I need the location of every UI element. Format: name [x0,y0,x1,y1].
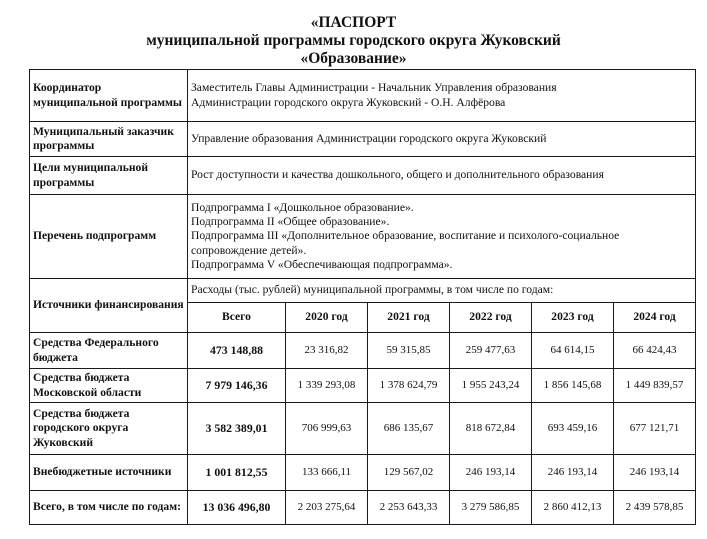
source-year-value: 1 955 243,24 [450,369,532,403]
source-year-value: 686 135,67 [368,403,450,455]
coordinator-value-line-2: Администрации городского округа Жуковский - О.Н. Алфёрова [191,95,506,109]
column-header-2024: 2024 год [614,303,696,333]
source-total: 1 001 812,55 [188,455,286,491]
source-name: Средства Федерального бюджета [30,333,188,369]
customer-label: Муниципальный заказчик программы [30,122,188,157]
source-year-value: 66 424,43 [614,333,696,369]
row-city-budget [30,403,696,455]
source-year-value: 1 856 145,68 [532,369,614,403]
passport-title [0,0,707,68]
coordinator-label: Координатор муниципальной программы [30,70,188,122]
coordinator-value [188,70,696,122]
title-line-1: «ПАСПОРТ [310,14,397,31]
subprogram-item: Подпрограмма II «Общее образование». [191,215,390,229]
source-year-value: 64 614,15 [532,333,614,369]
source-total: 7 979 146,36 [188,369,286,403]
source-year-value: 259 477,63 [450,333,532,369]
passport-table [29,69,696,525]
source-year-value: 693 459,16 [532,403,614,455]
financing-label: Источники финансирования [30,279,188,333]
column-header-total: Всего [188,303,286,333]
source-year-value: 2 203 275,64 [286,491,368,525]
source-year-value: 133 666,11 [286,455,368,491]
title-line-3: «Образование» [300,50,407,67]
source-year-value: 23 316,82 [286,333,368,369]
column-header-2020: 2020 год [286,303,368,333]
row-subprograms [30,195,696,279]
goals-value: Рост доступности и качества дошкольного, общего и дополнительного образования [188,157,696,195]
source-year-value: 1 339 293,08 [286,369,368,403]
subprogram-item: Подпрограмма I «Дошкольное образование». [191,200,414,214]
goals-label: Цели муниципальной программы [30,157,188,195]
customer-value: Управление образования Администрации городского округа Жуковский [188,122,696,157]
source-year-value: 2 253 643,33 [368,491,450,525]
column-header-2023: 2023 год [532,303,614,333]
source-name: Средства бюджета городского округа Жуковский [30,403,188,455]
source-year-value: 706 999,63 [286,403,368,455]
column-header-2021: 2021 год [368,303,450,333]
subprograms-label: Перечень подпрограмм [30,195,188,279]
source-year-value: 246 193,14 [532,455,614,491]
source-year-value: 818 672,84 [450,403,532,455]
source-year-value: 2 860 412,13 [532,491,614,525]
source-year-value: 1 449 839,57 [614,369,696,403]
row-federal-budget [30,333,696,369]
source-name: Внебюджетные источники [30,455,188,491]
source-year-value: 3 279 586,85 [450,491,532,525]
source-total: 13 036 496,80 [188,491,286,525]
row-grand-total [30,491,696,525]
title-line-2: муниципальной программы городского округа Жуковский [146,32,561,49]
row-coordinator [30,70,696,122]
source-year-value: 246 193,14 [614,455,696,491]
row-financing-intro [30,279,696,303]
source-year-value: 246 193,14 [450,455,532,491]
source-year-value: 677 121,71 [614,403,696,455]
source-name: Средства бюджета Московской области [30,369,188,403]
source-total: 3 582 389,01 [188,403,286,455]
row-extra-budgetary [30,455,696,491]
source-year-value: 129 567,02 [368,455,450,491]
source-year-value: 2 439 578,85 [614,491,696,525]
source-name: Всего, в том числе по годам: [30,491,188,525]
row-goals [30,157,696,195]
source-total: 473 148,88 [188,333,286,369]
source-year-value: 59 315,85 [368,333,450,369]
row-moscow-region-budget [30,369,696,403]
column-header-2022: 2022 год [450,303,532,333]
subprograms-list [188,195,696,279]
row-customer [30,122,696,157]
subprogram-item: Подпрограмма V «Обеспечивающая подпрограмма». [191,257,453,271]
subprogram-item: Подпрограмма III «Дополнительное образование, воспитание и психолого-социальное [191,229,620,243]
subprogram-item: сопровождение детей». [191,243,307,257]
financing-intro: Расходы (тыс. рублей) муниципальной программы, в том числе по годам: [188,279,696,303]
coordinator-value-line-1: Заместитель Главы Администрации - Начальник Управления образования [191,81,557,95]
source-year-value: 1 378 624,79 [368,369,450,403]
